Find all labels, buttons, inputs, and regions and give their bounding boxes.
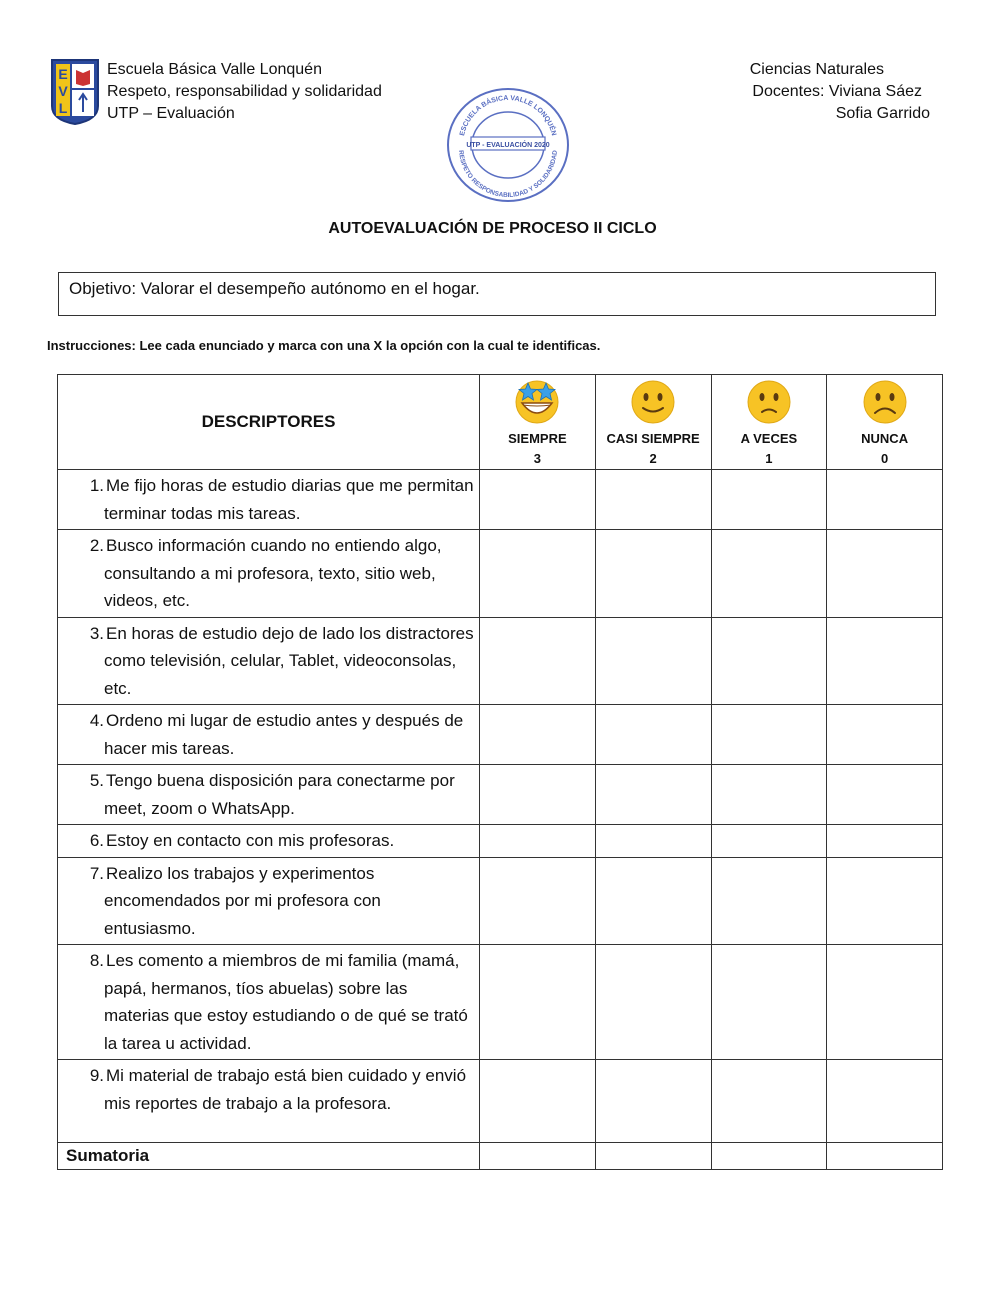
mark-cell-nunca[interactable] [827,470,943,530]
descriptor-text: En horas de estudio dejo de lado los distractores como televisión, celular, Tablet, videoconsolas, etc. [104,623,474,698]
option-label: SIEMPRE [508,431,567,446]
mark-cell-casi-siempre[interactable] [595,765,711,825]
mark-cell-a-veces[interactable] [711,705,827,765]
svg-text:ESCUELA BÁSICA VALLE LONQUÉN [459,95,558,137]
sum-cell-nunca[interactable] [827,1143,943,1170]
descriptor-text: Ordeno mi lugar de estudio antes y después de hacer mis tareas. [104,711,464,758]
sum-cell-a-veces[interactable] [711,1143,827,1170]
table-row [58,945,943,1060]
descriptor-cell [58,617,480,705]
table-row [58,617,943,705]
mark-cell-nunca[interactable] [827,945,943,1060]
option-label: CASI SIEMPRE [606,431,700,446]
frown-icon [862,379,908,425]
page-title: AUTOEVALUACIÓN DE PROCESO II CICLO [328,220,657,237]
mark-cell-siempre[interactable] [480,617,596,705]
school-unit: UTP – Evaluación [107,105,235,122]
table-row [58,530,943,618]
self-evaluation-table [57,374,943,1170]
mark-cell-a-veces[interactable] [711,617,827,705]
table-header-row [58,375,943,470]
option-label: NUNCA [861,431,909,446]
descriptor-text: Busco información cuando no entiendo algo, consultando a mi profesora, texto, sitio web, videos, etc. [104,536,442,610]
table-row [58,1060,943,1143]
descriptor-number: 6. [89,831,104,850]
star-eyes-icon [514,379,560,425]
school-name: Escuela Básica Valle Lonquén [107,61,322,78]
subject-info [750,59,930,125]
mark-cell-nunca[interactable] [827,825,943,858]
logo-letter-e: E [58,66,68,82]
option-header-nunca [827,375,943,470]
logo-letter-v: V [58,83,68,99]
option-score: 2 [649,451,657,466]
logo-letter-l: L [58,100,68,116]
mark-cell-siempre[interactable] [480,530,596,618]
mark-cell-siempre[interactable] [480,470,596,530]
mark-cell-a-veces[interactable] [711,530,827,618]
descriptor-cell [58,945,480,1060]
descriptor-number: 7. [89,863,104,883]
mark-cell-nunca[interactable] [827,857,943,945]
descriptor-cell [58,470,480,530]
option-header-siempre [480,375,596,470]
mark-cell-casi-siempre[interactable] [595,705,711,765]
objective-text: Objetivo: Valorar el desempeño autónomo en el hogar. [69,279,480,298]
descriptor-cell [58,765,480,825]
subject-name: Ciencias Naturales [749,61,884,78]
descriptor-text: Les comento a miembros de mi familia (mamá, papá, hermanos, tíos abuelas) sobre las materias que estoy estudiando o de qué se trató la tarea u actividad. [104,951,468,1053]
mark-cell-a-veces[interactable] [711,1060,827,1143]
svg-text:RESPETO RESPONSABILIDAD Y SOLI [457,150,559,199]
table-row [58,765,943,825]
school-motto: Respeto, responsabilidad y solidaridad [107,83,382,100]
mark-cell-casi-siempre[interactable] [595,530,711,618]
descriptor-cell [58,857,480,945]
mark-cell-nunca[interactable] [827,617,943,705]
mark-cell-nunca[interactable] [827,1060,943,1143]
mark-cell-a-veces[interactable] [711,857,827,945]
mark-cell-casi-siempre[interactable] [595,470,711,530]
slight-smile-icon [630,379,676,425]
descriptor-cell [58,530,480,618]
mark-cell-a-veces[interactable] [711,945,827,1060]
descriptor-text: Tengo buena disposición para conectarme por meet, zoom o WhatsApp. [104,771,455,818]
descriptors-header: DESCRIPTORES [58,375,480,470]
mark-cell-siempre[interactable] [480,705,596,765]
mark-cell-casi-siempre[interactable] [595,825,711,858]
option-header-casi-siempre [595,375,711,470]
table-row [58,470,943,530]
descriptor-text: Estoy en contacto con mis profesoras. [106,831,395,850]
teacher-second: Sofia Garrido [835,105,930,122]
sum-cell-casi-siempre[interactable] [595,1143,711,1170]
mark-cell-casi-siempre[interactable] [595,857,711,945]
descriptor-text: Me fijo horas de estudio diarias que me permitan terminar todas mis tareas. [104,476,474,523]
stamp-bottom-text: RESPETO RESPONSABILIDAD Y SOLIDARIDAD [457,149,559,200]
mark-cell-casi-siempre[interactable] [595,617,711,705]
descriptor-cell [58,1060,480,1143]
descriptor-number: 3. [89,623,104,643]
descriptor-number: 9. [89,1066,104,1085]
mark-cell-a-veces[interactable] [711,470,827,530]
descriptor-number: 2. [89,536,104,555]
mark-cell-a-veces[interactable] [711,765,827,825]
table-row [58,857,943,945]
school-logo [50,58,100,126]
objective-box [58,272,936,316]
option-label: A VECES [740,431,798,446]
descriptor-text: Realizo los trabajos y experimentos encomendados por mi profesora con entusiasmo. [104,863,381,938]
mark-cell-siempre[interactable] [480,857,596,945]
descriptor-text: Mi material de trabajo está bien cuidado y envió mis reportes de trabajo a la profesora. [104,1066,467,1113]
descriptor-number: 5. [89,771,104,790]
sum-row [58,1143,943,1170]
evaluation-stamp [445,86,571,204]
school-info [107,59,382,125]
mark-cell-nunca[interactable] [827,705,943,765]
descriptor-number: 4. [89,711,104,730]
descriptor-cell [58,705,480,765]
option-score: 3 [533,451,541,466]
mark-cell-casi-siempre[interactable] [595,1060,711,1143]
option-score: 0 [881,451,889,466]
mark-cell-nunca[interactable] [827,765,943,825]
descriptor-number: 8. [89,951,104,970]
descriptor-cell [58,825,480,858]
sum-label: Sumatoria [58,1143,480,1170]
stamp-center-text: UTP - EVALUACIÓN 2020 [466,142,550,149]
mark-cell-casi-siempre[interactable] [595,945,711,1060]
mark-cell-siempre[interactable] [480,765,596,825]
mark-cell-siempre[interactable] [480,945,596,1060]
mark-cell-siempre[interactable] [480,825,596,858]
slight-frown-icon [746,379,792,425]
option-header-a-veces [711,375,827,470]
table-row [58,705,943,765]
stamp-top-text: ESCUELA BÁSICA VALLE LONQUÉN [458,94,558,137]
descriptor-number: 1. [89,476,104,495]
mark-cell-siempre[interactable] [480,1060,596,1143]
mark-cell-a-veces[interactable] [711,825,827,858]
table-row [58,825,943,858]
option-score: 1 [765,451,773,466]
sum-cell-siempre[interactable] [480,1143,596,1170]
instructions-text: Instrucciones: Lee cada enunciado y marca con una X la opción con la cual te identificas. [47,338,601,353]
mark-cell-nunca[interactable] [827,530,943,618]
teachers-line: Docentes: Viviana Sáez [752,83,922,100]
